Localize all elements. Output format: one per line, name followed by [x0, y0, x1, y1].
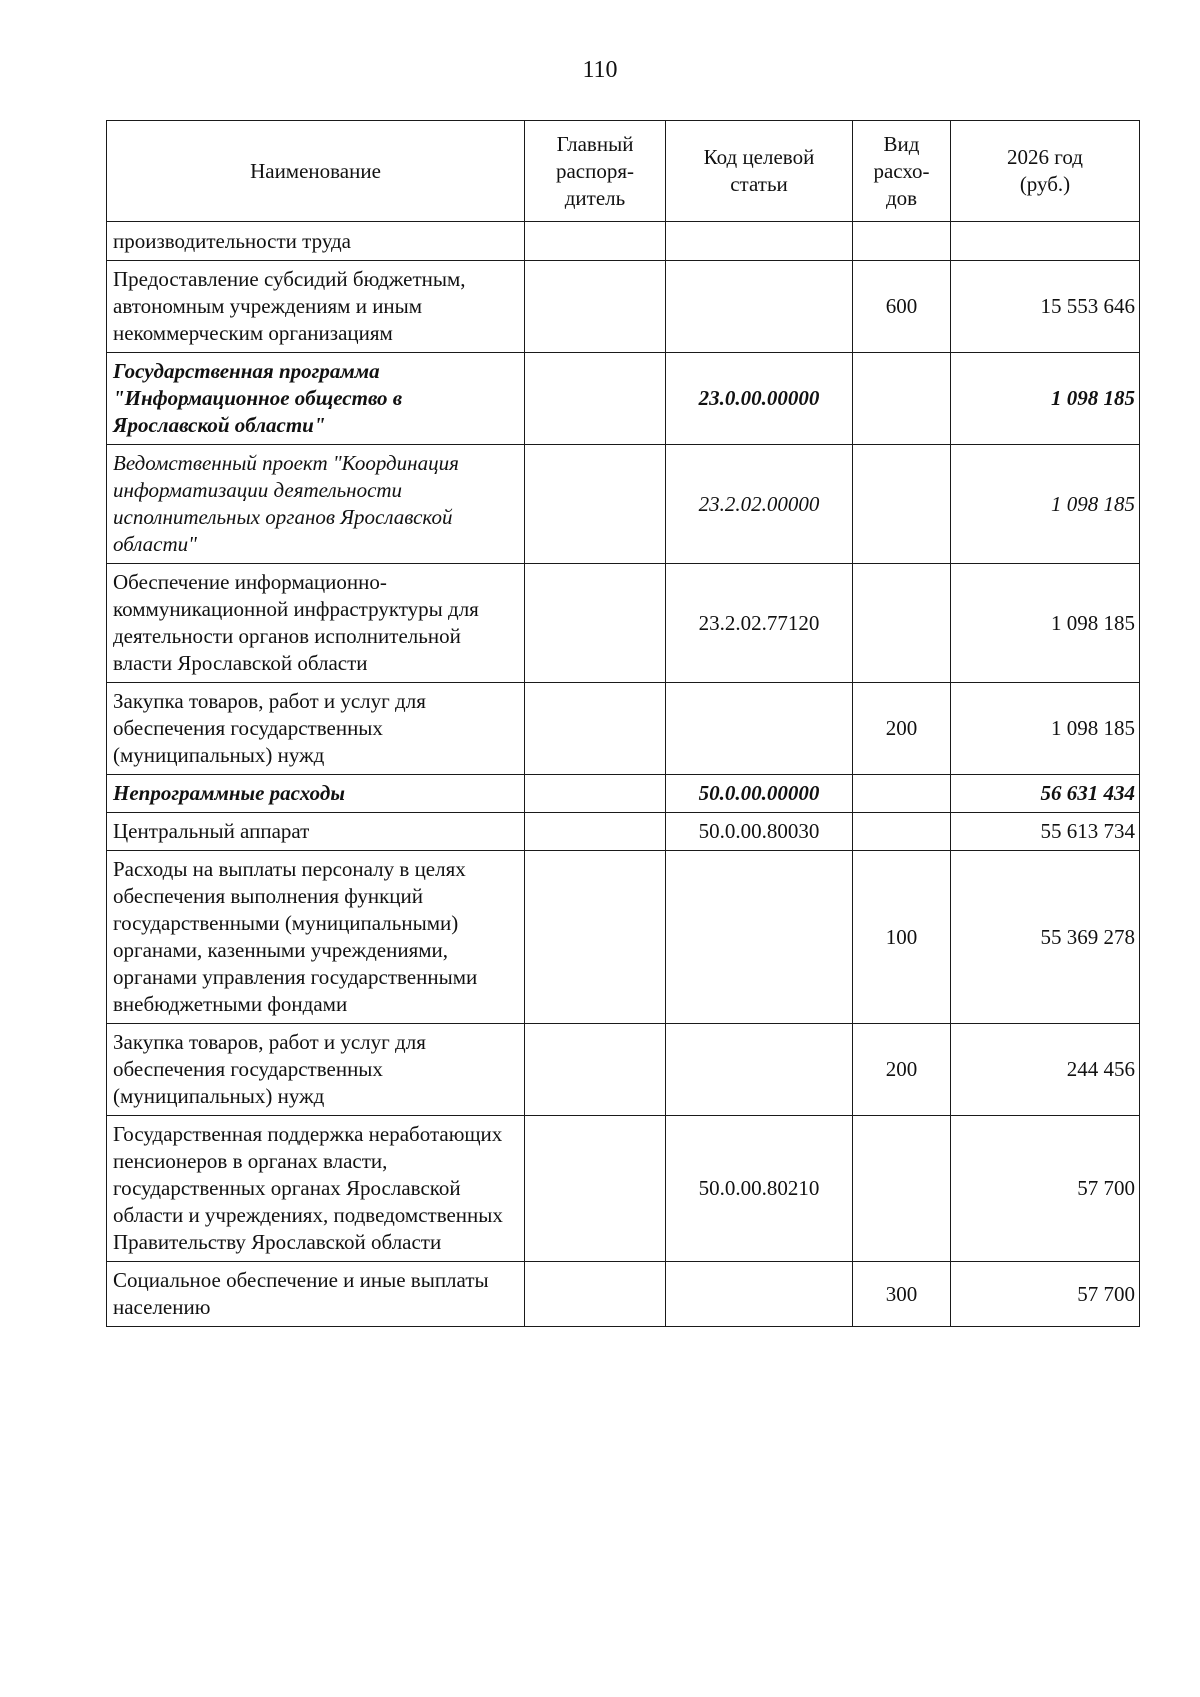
table-row — [107, 813, 1140, 851]
cell-name: Расходы на выплаты персоналу в целях обеспечения выполнения функций государственными (муниципальными) органами, казенными учреждениями, органами управления государственными внебюджетными фондами — [107, 851, 525, 1024]
page-number: 110 — [582, 57, 618, 83]
cell-type — [853, 222, 951, 261]
table-row — [107, 564, 1140, 683]
cell-admin — [525, 1024, 666, 1116]
cell-name: Предоставление субсидий бюджетным, автономным учреждениям и иным некоммерческим организациям — [107, 261, 525, 353]
cell-type: 300 — [853, 1262, 951, 1327]
cell-amount — [951, 222, 1140, 261]
cell-amount: 244 456 — [951, 1024, 1140, 1116]
cell-name: производительности труда — [107, 222, 525, 261]
table-row — [107, 775, 1140, 813]
table-row — [107, 851, 1140, 1024]
cell-code: 50.0.00.80030 — [666, 813, 853, 851]
cell-code — [666, 1262, 853, 1327]
cell-amount: 57 700 — [951, 1262, 1140, 1327]
cell-code — [666, 261, 853, 353]
cell-type: 200 — [853, 683, 951, 775]
table-row — [107, 1116, 1140, 1262]
cell-name: Непрограммные расходы — [107, 775, 525, 813]
cell-amount: 57 700 — [951, 1116, 1140, 1262]
cell-admin — [525, 1262, 666, 1327]
cell-code — [666, 683, 853, 775]
table-row — [107, 683, 1140, 775]
header-name-label: Наименование — [250, 158, 381, 183]
cell-name: Обеспечение информационно-коммуникационной инфраструктуры для деятельности органов исполнительной власти Ярославской области — [107, 564, 525, 683]
cell-code: 23.0.00.00000 — [666, 353, 853, 445]
cell-amount: 1 098 185 — [951, 683, 1140, 775]
cell-name: Государственная поддержка неработающих пенсионеров в органах власти, государственных органах Ярославской области и учреждениях, подведомственных Правительству Ярославской области — [107, 1116, 525, 1262]
cell-code: 50.0.00.80210 — [666, 1116, 853, 1262]
cell-amount: 55 613 734 — [951, 813, 1140, 851]
table-row — [107, 1262, 1140, 1327]
cell-admin — [525, 683, 666, 775]
cell-type — [853, 564, 951, 683]
cell-amount: 55 369 278 — [951, 851, 1140, 1024]
header-amount — [951, 121, 1140, 222]
cell-admin — [525, 851, 666, 1024]
cell-amount: 56 631 434 — [951, 775, 1140, 813]
cell-name: Центральный аппарат — [107, 813, 525, 851]
cell-admin — [525, 1116, 666, 1262]
cell-code — [666, 1024, 853, 1116]
cell-name: Государственная программа "Информационное общество в Ярославской области" — [107, 353, 525, 445]
cell-amount: 15 553 646 — [951, 261, 1140, 353]
cell-admin — [525, 775, 666, 813]
cell-amount: 1 098 185 — [951, 353, 1140, 445]
cell-code — [666, 851, 853, 1024]
cell-name: Социальное обеспечение и иные выплаты населению — [107, 1262, 525, 1327]
cell-code — [666, 222, 853, 261]
table-row — [107, 222, 1140, 261]
header-admin-label: Главный распоря-дитель — [555, 131, 635, 210]
cell-admin — [525, 564, 666, 683]
cell-type: 600 — [853, 261, 951, 353]
header-admin — [525, 121, 666, 222]
cell-code: 23.2.02.00000 — [666, 445, 853, 564]
cell-admin — [525, 445, 666, 564]
table-header-row — [107, 121, 1140, 222]
cell-type — [853, 1116, 951, 1262]
cell-type: 200 — [853, 1024, 951, 1116]
table-row — [107, 445, 1140, 564]
header-amount-label: 2026 год (руб.) — [1007, 145, 1083, 196]
budget-table — [106, 120, 1140, 1327]
cell-type — [853, 775, 951, 813]
cell-amount: 1 098 185 — [951, 564, 1140, 683]
table-row — [107, 353, 1140, 445]
cell-type: 100 — [853, 851, 951, 1024]
cell-admin — [525, 261, 666, 353]
cell-admin — [525, 813, 666, 851]
header-type — [853, 121, 951, 222]
table-row — [107, 261, 1140, 353]
table-row — [107, 1024, 1140, 1116]
header-code — [666, 121, 853, 222]
cell-name: Ведомственный проект "Координация информатизации деятельности исполнительных органов Ярославской области" — [107, 445, 525, 564]
header-type-label: Вид расхо-дов — [873, 131, 930, 210]
cell-code: 23.2.02.77120 — [666, 564, 853, 683]
cell-type — [853, 445, 951, 564]
header-code-label: Код целевой статьи — [703, 145, 815, 196]
cell-name: Закупка товаров, работ и услуг для обеспечения государственных (муниципальных) нужд — [107, 683, 525, 775]
cell-code: 50.0.00.00000 — [666, 775, 853, 813]
cell-admin — [525, 222, 666, 261]
cell-amount: 1 098 185 — [951, 445, 1140, 564]
cell-type — [853, 813, 951, 851]
cell-admin — [525, 353, 666, 445]
header-name — [107, 121, 525, 222]
table-body — [107, 222, 1140, 1327]
cell-type — [853, 353, 951, 445]
cell-name: Закупка товаров, работ и услуг для обеспечения государственных (муниципальных) нужд — [107, 1024, 525, 1116]
